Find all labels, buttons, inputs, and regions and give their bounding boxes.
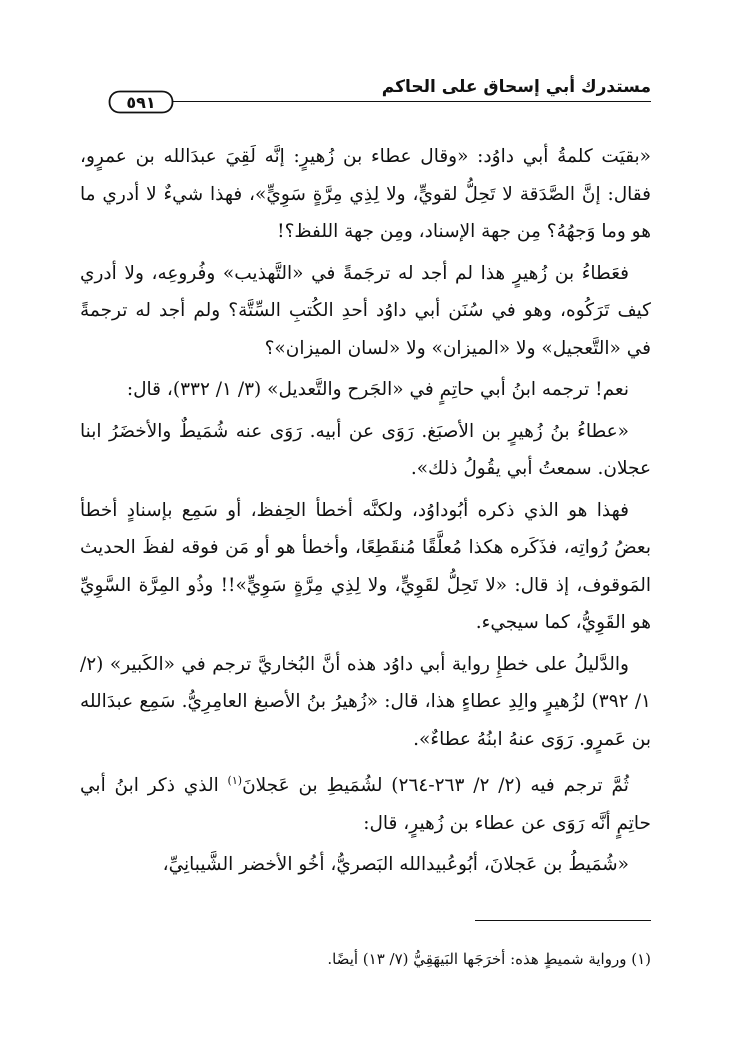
paragraph-2: فعَطاءُ بن زُهيرٍ هذا لم أجد له ترجَمةً في «التَّهذيب» وفُروعِه، ولا أدري كيف تَرَكُوه، وهو في سُنَن أبي داوُد أحدِ الكُتبِ السِّتَّة؟ ولم أجد له ترجمةً في «التَّعجيل» ولا «الميزان» ولا «لسان الميزان»؟ — [80, 262, 651, 359]
footnote-marker: (١) — [227, 774, 243, 787]
paragraph-7 — [80, 762, 651, 842]
paragraph-1: «بقيَت كلمةُ أبي داوُد: «وقال عطاء بن زُهيرٍ: إنَّه لَقِيَ عبدَالله بن عمرٍو، فقال: إنَّ الصَّدَقة لا تَحِلُّ لقويٍّ، ولا لِذِي مِرَّةٍ سَوِيٍّ»، فهذا شيءٌ لا أدري ما هو وما وَجهُهُ؟ مِن جهة الإسناد، ومِن جهة اللفظ؟! — [80, 146, 651, 242]
header-rule — [170, 101, 651, 102]
paragraph-4-quote: «عطاءُ بنُ زُهيرٍ بن الأصبَغ. رَوَى عن أبيه. رَوَى عنه شُمَيطٌ والأخضَرُ ابنا عجلان. سمعتُ أبي يقُولُ ذلك». — [80, 420, 651, 479]
footnote-1: (١) ورواية شميطٍ هذه: أخرَجَها البَيهَقِيُّ (٧/ ١٣) أيضًا. — [327, 950, 651, 968]
paragraph-3: نعم! ترجمه ابنُ أبي حاتِمٍ في «الجَرح والتَّعديل» (٣/ ١/ ٣٣٢)، قال: — [126, 379, 629, 400]
footnote-rule — [475, 920, 651, 921]
main-text — [80, 138, 651, 888]
paragraph-7-end: الذي ذكر ابنُ أبي حاتِمٍ أنَّه رَوَى عن عطاء بن زُهيرٍ، قال: — [80, 775, 651, 834]
page-number-badge — [108, 90, 174, 114]
paragraph-8-quote: «شُمَيطُ بن عَجلانَ، أبُوعُبيدالله البَصريُّ، أخُو الأخضر الشَّيبانِيِّ، — [162, 854, 629, 876]
paragraph-5: فهذا هو الذي ذكره أبُوداوُد، ولكنَّه أخطأ الحِفظ، أو سَمِع بإسنادٍ أخطأ بعضُ رُواتِه، فذَكَره هكذا مُعلَّقًا مُنقَطِعًا، وأخطأ هو أو مَن فوقه لفظَ الحديث المَوقوف، إذ قال: «لا تَحِلُّ لقَوِيٍّ، ولا لِذِي مِرَّةٍ سَوِيٍّ»!! وذُو المِرَّة السَّوِيِّ هو القَوِيُّ، كما سيجيء. — [80, 499, 651, 633]
running-title: مستدرك أبي إسحاق على الحاكم — [381, 77, 651, 97]
page-number: ٥٩١ — [126, 92, 156, 112]
paragraph-7-start: ثُمَّ ترجم فيه (٢/ ٢/ ٢٦٣-٢٦٤) لشُمَيطِ بن عَجلانَ — [242, 775, 629, 797]
paragraph-6: والدَّليلُ على خطإِ رواية أبي داوُد هذه أنَّ البُخاريَّ ترجم في «الكَبير» (٢/ ١/ ٣٩٢) لزُهيرٍ والِدِ عطاءٍ هذا، قال: «زُهيرُ بنُ الأصبغ العامِرِيُّ. سَمِع عبدَالله بن عَمرٍو. رَوَى عنهُ ابنُهُ عطاءٌ». — [80, 653, 651, 750]
